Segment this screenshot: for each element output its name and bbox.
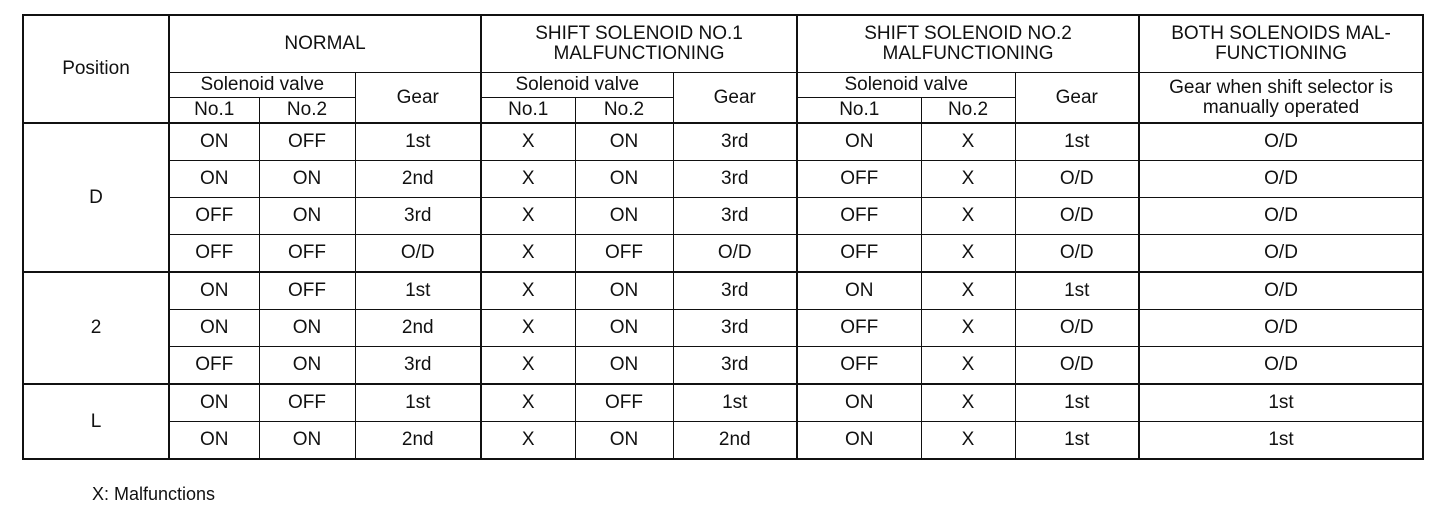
- table-cell: O/D: [1139, 347, 1423, 385]
- table-cell: 1st: [1139, 422, 1423, 460]
- header-no2-label: No.2: [603, 99, 645, 121]
- table-cell: O/D: [1139, 161, 1423, 198]
- table-cell: OFF: [575, 235, 673, 273]
- table-cell: ON: [797, 123, 921, 161]
- table-cell: O/D: [1139, 310, 1423, 347]
- table-cell: 2nd: [355, 422, 481, 460]
- table-cell: O/D: [1139, 123, 1423, 161]
- header-sol2-line2: MALFUNCTIONING: [882, 43, 1054, 64]
- table-cell: 3rd: [673, 161, 797, 198]
- table-cell: 1st: [1015, 123, 1139, 161]
- header-sol1-gear: [673, 73, 797, 124]
- table-cell: OFF: [259, 272, 355, 310]
- header-both-line1: BOTH SOLENOIDS MAL-: [1171, 23, 1391, 45]
- position-cell: 2: [23, 272, 169, 384]
- table-cell: 1st: [673, 384, 797, 422]
- table-cell: O/D: [1139, 235, 1423, 273]
- table-cell: 3rd: [673, 272, 797, 310]
- header-sol2-no1: [797, 98, 921, 124]
- table-cell: 2nd: [355, 161, 481, 198]
- table-cell: ON: [797, 422, 921, 460]
- table-cell: X: [921, 272, 1015, 310]
- header-gear-label: Gear: [713, 86, 756, 108]
- table-cell: ON: [575, 347, 673, 385]
- header-sol1-no1: [481, 98, 575, 124]
- table-row: [23, 384, 1423, 422]
- header-both-line2: FUNCTIONING: [1215, 43, 1347, 64]
- table-cell: X: [921, 422, 1015, 460]
- table-cell: O/D: [1139, 198, 1423, 235]
- table-row: [23, 161, 1423, 198]
- header-sol1-line2: MALFUNCTIONING: [553, 43, 725, 64]
- table-cell: OFF: [259, 123, 355, 161]
- table-cell: O/D: [1015, 347, 1139, 385]
- table-cell: 1st: [1015, 272, 1139, 310]
- header-solenoid-valve-label: Solenoid valve: [515, 74, 640, 96]
- table-cell: OFF: [259, 384, 355, 422]
- table-cell: ON: [259, 347, 355, 385]
- table-cell: 1st: [1015, 384, 1139, 422]
- table-cell: O/D: [1015, 310, 1139, 347]
- table-row: [23, 198, 1423, 235]
- table-cell: X: [481, 123, 575, 161]
- header-solenoid-valve-label: Solenoid valve: [844, 74, 969, 96]
- table-cell: X: [481, 384, 575, 422]
- solenoid-malfunction-table: [22, 14, 1424, 460]
- table-cell: ON: [169, 422, 259, 460]
- solenoid-table-container: [22, 14, 1422, 460]
- table-cell: O/D: [1015, 161, 1139, 198]
- header-gear-label: Gear: [396, 86, 439, 108]
- table-cell: ON: [575, 123, 673, 161]
- table-row: [23, 272, 1423, 310]
- table-cell: 1st: [355, 384, 481, 422]
- table-cell: 1st: [355, 272, 481, 310]
- table-cell: ON: [169, 384, 259, 422]
- table-cell: ON: [575, 161, 673, 198]
- header-position-label: Position: [62, 58, 130, 80]
- header-sol2-no2: [921, 98, 1015, 124]
- header-sol1-no2: [575, 98, 673, 124]
- table-cell: ON: [797, 272, 921, 310]
- footnote: X: Malfunctions: [92, 484, 216, 504]
- table-cell: OFF: [797, 161, 921, 198]
- table-cell: ON: [169, 272, 259, 310]
- table-cell: X: [481, 347, 575, 385]
- header-no2-label: No.2: [947, 99, 989, 121]
- header-manual-line1: Gear when shift selector is: [1169, 76, 1393, 98]
- table-cell: ON: [169, 123, 259, 161]
- header-manual-line2: manually operated: [1202, 96, 1360, 118]
- table-cell: OFF: [169, 347, 259, 385]
- table-cell: OFF: [797, 347, 921, 385]
- position-cell: D: [23, 123, 169, 272]
- table-cell: X: [921, 384, 1015, 422]
- header-normal-label: NORMAL: [284, 33, 366, 55]
- table-cell: X: [481, 422, 575, 460]
- header-solenoid-valve-label: Solenoid valve: [200, 74, 325, 96]
- header-sol1-solenoid-valve: [481, 73, 673, 98]
- table-cell: X: [921, 347, 1015, 385]
- table-cell: OFF: [259, 235, 355, 273]
- table-cell: 3rd: [355, 198, 481, 235]
- table-row: [23, 347, 1423, 385]
- header-normal-solenoid-valve: [169, 73, 355, 98]
- table-row: [23, 123, 1423, 161]
- table-cell: ON: [259, 310, 355, 347]
- table-cell: ON: [169, 310, 259, 347]
- header-no2-label: No.2: [286, 99, 328, 121]
- header-sol1-line1: SHIFT SOLENOID NO.1: [535, 23, 743, 45]
- table-cell: ON: [169, 161, 259, 198]
- table-cell: O/D: [1015, 235, 1139, 273]
- header-manual-gear: [1139, 73, 1423, 124]
- table-cell: X: [481, 198, 575, 235]
- header-sol2-solenoid-valve: [797, 73, 1015, 98]
- header-sol2-gear: [1015, 73, 1139, 124]
- header-normal-no1: [169, 98, 259, 124]
- table-cell: ON: [259, 161, 355, 198]
- table-body: [23, 123, 1423, 459]
- table-cell: 1st: [355, 123, 481, 161]
- header-sol2-line1: SHIFT SOLENOID NO.2: [864, 23, 1072, 45]
- table-cell: ON: [797, 384, 921, 422]
- table-cell: 2nd: [355, 310, 481, 347]
- header-solenoid-1-malfunctioning: [481, 15, 797, 73]
- table-cell: X: [921, 161, 1015, 198]
- header-no1-label: No.1: [194, 99, 235, 121]
- table-cell: 3rd: [673, 198, 797, 235]
- header-normal-no2: [259, 98, 355, 124]
- table-cell: 3rd: [355, 347, 481, 385]
- table-cell: 3rd: [673, 347, 797, 385]
- table-cell: X: [921, 123, 1015, 161]
- table-cell: ON: [259, 422, 355, 460]
- table-cell: ON: [575, 310, 673, 347]
- table-cell: OFF: [797, 198, 921, 235]
- header-both-solenoids-malfunctioning: [1139, 15, 1423, 73]
- header-solenoid-2-malfunctioning: [797, 15, 1139, 73]
- header-normal-gear: [355, 73, 481, 124]
- table-cell: 1st: [1139, 384, 1423, 422]
- header-gear-label: Gear: [1055, 86, 1098, 108]
- table-cell: ON: [575, 422, 673, 460]
- table-cell: X: [921, 198, 1015, 235]
- table-header: [23, 15, 1423, 123]
- header-no1-label: No.1: [839, 99, 880, 121]
- table-cell: X: [921, 310, 1015, 347]
- table-row: [23, 310, 1423, 347]
- table-cell: 1st: [1015, 422, 1139, 460]
- table-cell: ON: [575, 272, 673, 310]
- table-cell: 3rd: [673, 310, 797, 347]
- table-cell: O/D: [673, 235, 797, 273]
- table-cell: X: [481, 161, 575, 198]
- table-cell: X: [481, 235, 575, 273]
- header-normal: [169, 15, 481, 73]
- table-cell: 3rd: [673, 123, 797, 161]
- table-cell: O/D: [1015, 198, 1139, 235]
- table-cell: X: [921, 235, 1015, 273]
- table-cell: OFF: [169, 198, 259, 235]
- table-cell: OFF: [797, 310, 921, 347]
- header-position: [23, 15, 169, 123]
- table-cell: X: [481, 310, 575, 347]
- table-row: [23, 235, 1423, 273]
- table-cell: O/D: [1139, 272, 1423, 310]
- header-no1-label: No.1: [508, 99, 549, 121]
- table-cell: OFF: [575, 384, 673, 422]
- table-cell: ON: [259, 198, 355, 235]
- position-cell: L: [23, 384, 169, 459]
- table-cell: X: [481, 272, 575, 310]
- table-cell: OFF: [797, 235, 921, 273]
- table-row: [23, 422, 1423, 460]
- table-cell: 2nd: [673, 422, 797, 460]
- table-cell: OFF: [169, 235, 259, 273]
- table-cell: ON: [575, 198, 673, 235]
- table-cell: O/D: [355, 235, 481, 273]
